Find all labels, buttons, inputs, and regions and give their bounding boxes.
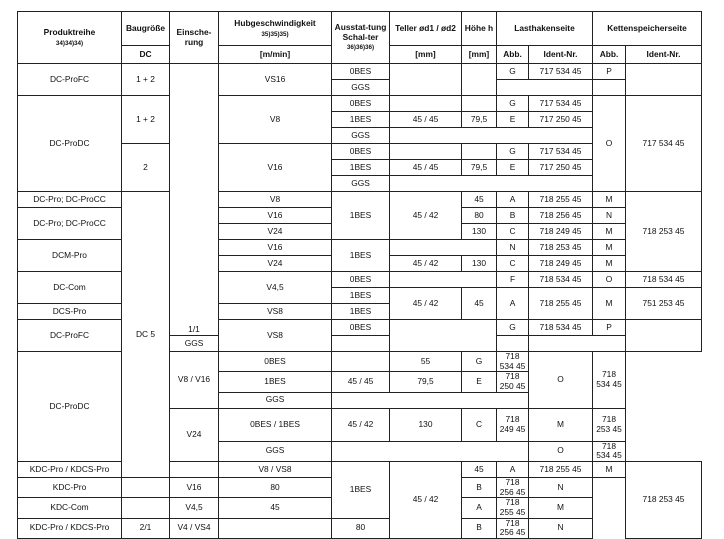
cell-speed: V16 [219, 144, 332, 192]
cell-empty [390, 176, 593, 192]
cell-lh-ident: 718 256 45 [529, 208, 593, 224]
cell-hoehe: 45 [462, 192, 497, 208]
cell-k-ident: 718 534 45 [593, 352, 626, 409]
cell-k-abb: O [529, 352, 593, 409]
cell-k-abb: P [593, 320, 626, 336]
cell-ausstattung: 1BES [332, 240, 390, 272]
cell-einscherung [122, 498, 170, 518]
cell-speed: V8 [219, 192, 332, 208]
cell-k-abb: M [593, 256, 626, 272]
cell-lh-abb: A [497, 288, 529, 320]
cell-ausstattung: 0BES / 1BES [219, 408, 332, 441]
cell-lh-ident: 718 255 45 [529, 192, 593, 208]
cell-lh-abb: A [497, 461, 529, 477]
cell-k-abb: N [529, 518, 593, 538]
cell-produktreihe: KDC-Com [18, 498, 122, 518]
cell-hoehe: 130 [462, 256, 497, 272]
cell-produktreihe: DCS-Pro [18, 304, 122, 320]
cell-lh-abb: G [497, 144, 529, 160]
cell-k-ident: 718 253 45 [626, 192, 702, 272]
cell-k-abb: M [593, 288, 626, 320]
cell-lh-abb: B [497, 208, 529, 224]
cell-ausstattung: GGS [332, 80, 390, 96]
cell-hoehe [462, 64, 497, 96]
col-header-einscherung: Einsche-rung [170, 12, 219, 64]
cell-teller: 45 / 45 [390, 160, 462, 176]
cell-teller [390, 96, 462, 112]
cell-hoehe: 45 [219, 498, 332, 518]
cell-k-abb: M [593, 224, 626, 240]
cell-speed: VS8 [219, 320, 332, 352]
cell-lh-ident: 717 250 45 [529, 112, 593, 128]
cell-hoehe: 80 [219, 477, 332, 497]
cell-ausstattung: GGS [219, 441, 332, 461]
lasthaken-abb-header: Abb. [497, 46, 529, 64]
cell-ausstattung: 1BES [332, 112, 390, 128]
cell-teller: 45 / 42 [390, 256, 462, 272]
cell-speed: V8 [219, 96, 332, 144]
cell-produktreihe: KDC-Pro / KDCS-Pro [18, 518, 122, 538]
cell-lh-abb: B [462, 477, 497, 497]
cell-k-ident: 718 534 45 [626, 272, 702, 288]
cell-k-abb: O [529, 441, 593, 461]
cell-lh-ident: 718 534 45 [529, 272, 593, 288]
ketten-abb-header: Abb. [593, 46, 626, 64]
table-row [18, 518, 702, 538]
col-header-hoehe: Höhe h [462, 12, 497, 46]
cell-lh-abb: G [497, 320, 529, 336]
cell-k-ident [626, 64, 702, 96]
col-header-baugroesse: Baugröße [122, 12, 170, 46]
col-header-kettenspeicherseite: Kettenspeicherseite [593, 12, 702, 46]
cell-produktreihe: KDC-Pro [18, 477, 122, 497]
cell-produktreihe: KDC-Pro / KDCS-Pro [18, 461, 122, 477]
cell-lh-ident: 718 249 45 [529, 224, 593, 240]
cell-empty [390, 240, 497, 256]
cell-speed: V24 [170, 408, 219, 461]
col-header-ausstattung: Ausstat-tung Schal-ter 36)36)36) [332, 12, 390, 64]
table-row [18, 320, 702, 336]
cell-hoehe: 79,5 [462, 112, 497, 128]
cell-ausstattung: 1BES [332, 461, 390, 518]
cell-einscherung: 1/1 [170, 64, 219, 336]
cell-ausstattung: GGS [219, 392, 332, 408]
cell-lh-ident: 718 250 45 [497, 372, 529, 392]
col-header-teller: Teller ød1 / ød2 [390, 12, 462, 46]
cell-produktreihe: DC-ProFC [18, 320, 122, 352]
cell-lh-ident: 718 249 45 [529, 256, 593, 272]
unit-baugroesse: DC [122, 46, 170, 64]
cell-lh-ident: 718 256 45 [497, 518, 529, 538]
cell-k-abb: M [593, 240, 626, 256]
cell-k-abb: O [593, 272, 626, 288]
cell-hoehe: 130 [462, 224, 497, 240]
cell-einscherung [170, 461, 219, 477]
cell-teller: 45 / 42 [390, 288, 462, 320]
cell-speed: V4 / VS4 [170, 518, 219, 538]
cell-empty [332, 336, 462, 352]
cell-k-ident [626, 320, 702, 352]
cell-ausstattung: GGS [332, 176, 390, 192]
cell-baugroesse: 2 [122, 144, 170, 192]
cell-ausstattung: GGS [170, 336, 219, 352]
table-row [18, 192, 702, 208]
cell-lh-abb: G [462, 352, 497, 372]
cell-k-abb: M [593, 192, 626, 208]
cell-produktreihe: DC-ProDC [18, 352, 122, 462]
cell-produktreihe: DCM-Pro [18, 240, 122, 272]
cell-lh-abb: C [497, 224, 529, 240]
ketten-ident-header: Ident-Nr. [626, 46, 702, 64]
cell-k-ident: 718 253 45 [626, 461, 702, 538]
cell-hoehe: 55 [390, 352, 462, 372]
cell-speed: V4,5 [170, 498, 219, 518]
cell-lh-abb: N [497, 240, 529, 256]
cell-k-abb [497, 336, 529, 352]
lasthaken-ident-header: Ident-Nr. [529, 46, 593, 64]
cell-lh-abb: B [462, 518, 497, 538]
cell-lh-abb: C [462, 408, 497, 441]
cell-lh-abb: G [497, 64, 529, 80]
cell-lh-ident: 717 250 45 [529, 160, 593, 176]
spec-table [17, 11, 702, 539]
cell-ausstattung: 0BES [332, 144, 390, 160]
cell-speed: VS8 [219, 304, 332, 320]
cell-lh-abb: E [497, 112, 529, 128]
spec-table-wrapper [17, 11, 702, 539]
cell-hoehe: 79,5 [390, 372, 462, 392]
cell-hoehe: 130 [390, 408, 462, 441]
cell-lh-abb: A [497, 192, 529, 208]
cell-empty [332, 392, 529, 408]
cell-lh-empty [497, 80, 593, 96]
table-row [18, 272, 702, 288]
cell-empty [332, 441, 529, 461]
cell-lh-ident: 718 534 45 [497, 352, 529, 372]
cell-ausstattung: 1BES [332, 288, 390, 304]
cell-teller: 45 / 45 [332, 372, 390, 392]
cell-hoehe [462, 144, 497, 160]
cell-produktreihe: DC-ProDC [18, 96, 122, 192]
cell-k-abb [593, 80, 626, 96]
cell-lh-ident: 718 253 45 [529, 240, 593, 256]
cell-speed: V24 [219, 256, 332, 272]
cell-speed: V4,5 [219, 272, 332, 304]
cell-lh-ident: 718 255 45 [529, 288, 593, 320]
table-row [18, 461, 702, 477]
cell-einscherung: 2/1 [122, 518, 170, 538]
cell-k-ident: 717 534 45 [626, 96, 702, 192]
table-row [18, 240, 702, 256]
table-row [18, 64, 702, 80]
cell-k-ident: 718 253 45 [593, 408, 626, 441]
cell-k-abb: M [529, 498, 593, 518]
cell-k-abb: N [529, 477, 593, 497]
cell-einscherung [122, 477, 170, 497]
cell-speed: V8 / V16 [170, 352, 219, 409]
col-header-hubgeschwindigkeit: Hubgeschwindigkeit 35)35)35) [219, 12, 332, 46]
cell-teller [390, 144, 462, 160]
header-row [18, 12, 702, 46]
unit-hoehe: [mm] [462, 46, 497, 64]
cell-k-abb: P [593, 64, 626, 80]
cell-produktreihe: DC-Pro; DC-ProCC [18, 192, 122, 208]
cell-ausstattung: 1BES [332, 304, 390, 320]
cell-ausstattung: 1BES [332, 192, 390, 240]
cell-ausstattung: 0BES [219, 352, 332, 372]
cell-ausstattung: 0BES [332, 64, 390, 80]
cell-k-ident: 751 253 45 [626, 288, 702, 320]
cell-lh-abb: C [497, 256, 529, 272]
cell-hoehe: 45 [462, 461, 497, 477]
cell-hoehe: 80 [462, 208, 497, 224]
cell-k-abb: M [529, 408, 593, 441]
cell-k-abb: O [593, 96, 626, 192]
cell-produktreihe: DC-Pro; DC-ProCC [18, 208, 122, 240]
cell-lh-ident: 718 255 45 [529, 461, 593, 477]
unit-teller: [mm] [390, 46, 462, 64]
cell-ausstattung: 1BES [219, 372, 332, 392]
cell-lh-ident: 718 255 45 [497, 498, 529, 518]
cell-empty [390, 272, 497, 288]
cell-lh-ident: 718 534 45 [529, 320, 593, 336]
cell-k-ident: 718 534 45 [593, 441, 626, 461]
col-header-lasthakenseite: Lasthakenseite [497, 12, 593, 46]
cell-produktreihe: DC-Com [18, 272, 122, 304]
cell-k-abb: M [593, 461, 626, 477]
cell-ausstattung: GGS [332, 128, 390, 144]
table-row [18, 96, 702, 112]
cell-hoehe: 80 [332, 518, 390, 538]
cell-hoehe [462, 96, 497, 112]
cell-ausstattung: 0BES [332, 320, 390, 336]
cell-speed: V24 [219, 224, 332, 240]
cell-lh-ident: 718 256 45 [497, 477, 529, 497]
cell-k-abb: N [593, 208, 626, 224]
cell-produktreihe: DC-ProFC [18, 64, 122, 96]
table-row [18, 352, 702, 372]
cell-lh-abb: F [497, 272, 529, 288]
cell-lh-abb: E [462, 372, 497, 392]
cell-lh-abb: G [497, 96, 529, 112]
cell-ausstattung: 0BES [332, 96, 390, 112]
cell-speed: V16 [219, 208, 332, 224]
cell-teller: 45 / 42 [390, 192, 462, 240]
cell-teller [390, 64, 462, 96]
cell-ausstattung: 0BES [332, 272, 390, 288]
cell-lh-ident: 717 534 45 [529, 96, 593, 112]
cell-lh-ident: 717 534 45 [529, 144, 593, 160]
cell-teller: 45 / 42 [332, 408, 390, 441]
unit-hubgeschwindigkeit: [m/min] [219, 46, 332, 64]
cell-lh-abb: A [462, 498, 497, 518]
cell-baugroesse: DC 5 [122, 192, 170, 478]
cell-speed: VS16 [219, 64, 332, 96]
cell-teller [332, 352, 390, 372]
cell-baugroesse: 1 + 2 [122, 96, 170, 144]
cell-speed: V8 / VS8 [219, 461, 332, 477]
cell-teller: 45 / 45 [390, 112, 462, 128]
cell-hoehe: 45 [462, 288, 497, 320]
cell-baugroesse: 1 + 2 [122, 64, 170, 96]
cell-hoehe: 79,5 [462, 160, 497, 176]
col-header-produktreihe: Produktreihe 34)34)34) [18, 12, 122, 64]
cell-speed: V16 [219, 240, 332, 256]
cell-ausstattung [219, 518, 332, 538]
cell-teller: 45 / 42 [390, 461, 462, 538]
cell-empty [390, 128, 593, 144]
cell-lh-ident: 718 249 45 [497, 408, 529, 441]
cell-speed: V16 [170, 477, 219, 497]
cell-ausstattung: 1BES [332, 160, 390, 176]
cell-lh-ident: 717 534 45 [529, 64, 593, 80]
cell-lh-abb: E [497, 160, 529, 176]
